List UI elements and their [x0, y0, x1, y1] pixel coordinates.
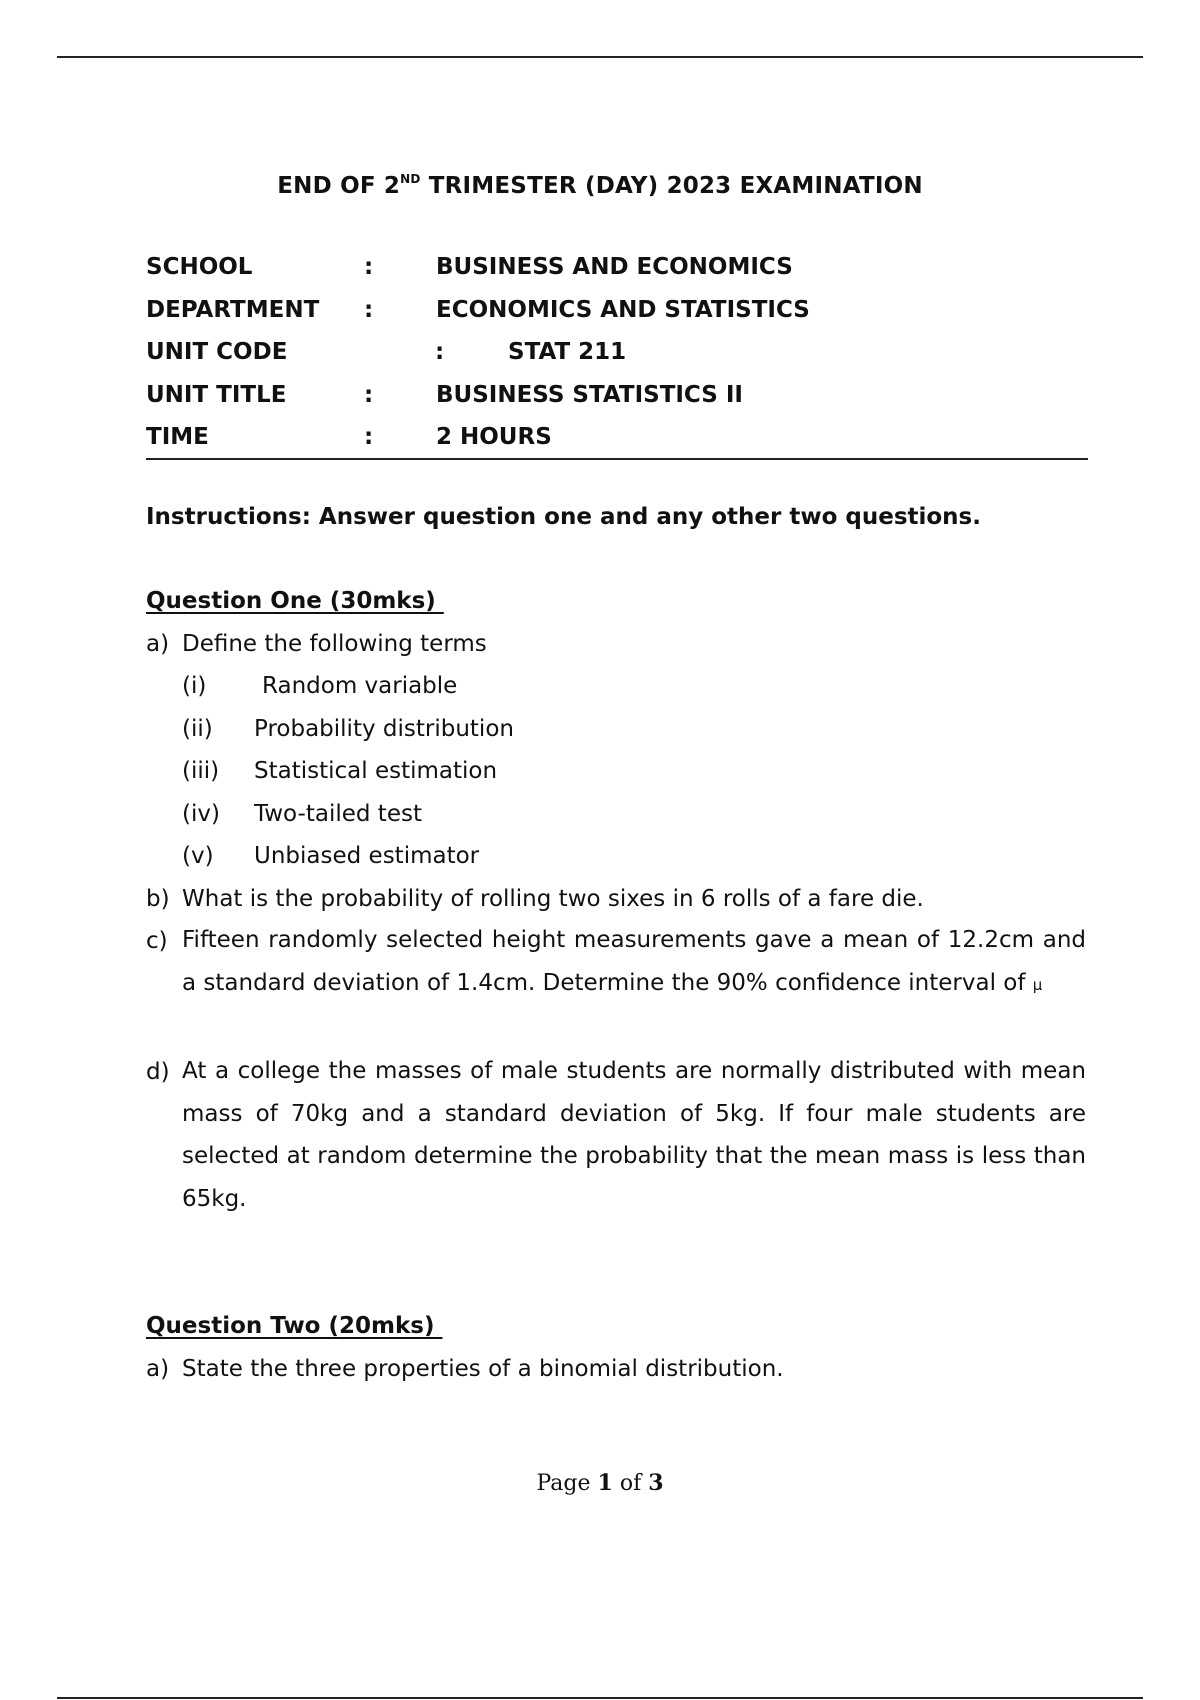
q1c-text: Fifteen randomly selected height measurements gave a mean of 12.2cm and a standard deviation of 1.4cm. Determine the 90% confidence interval of μ [182, 927, 1086, 996]
info-key: DEPARTMENT [146, 296, 320, 323]
info-colon: : [364, 296, 374, 323]
info-row-time [146, 424, 1088, 467]
info-divider [146, 458, 1088, 460]
info-colon: : [364, 254, 374, 280]
q1b-label: b) [146, 886, 170, 912]
exam-title: END OF 2ND TRIMESTER (DAY) 2023 EXAMINATION [277, 172, 923, 199]
term-number: (v) [182, 843, 214, 869]
term-number: (iii) [182, 758, 220, 784]
info-colon: : [364, 381, 374, 408]
info-row-department [146, 297, 1088, 340]
info-value: ECONOMICS AND STATISTICS [436, 296, 810, 323]
term-number: (ii) [182, 716, 213, 742]
q1a-label: a) [146, 631, 170, 657]
q1c-label: c) [146, 928, 168, 954]
question-two-heading: Question Two (20mks) [146, 1313, 443, 1339]
term-unbiased-estimator: Unbiased estimator [254, 843, 480, 869]
term-two-tailed-test: Two-tailed test [254, 801, 422, 827]
info-row-unit-title [146, 382, 1088, 425]
info-row-school [146, 254, 1088, 297]
info-key: UNIT TITLE [146, 381, 287, 408]
q2a-text: State the three properties of a binomial distribution. [182, 1356, 784, 1382]
info-colon: : [364, 424, 374, 450]
term-statistical-estimation: Statistical estimation [254, 758, 498, 784]
mu-symbol: μ [1032, 975, 1043, 994]
info-colon: : [435, 339, 445, 365]
info-value: BUSINESS STATISTICS II [436, 381, 743, 408]
info-key: UNIT CODE [146, 339, 288, 365]
info-key: SCHOOL [146, 254, 253, 280]
exam-info-table [146, 254, 1088, 467]
info-value: STAT 211 [508, 339, 627, 365]
q1d-label: d) [146, 1059, 170, 1085]
q2a-label: a) [146, 1356, 170, 1382]
instructions: Instructions: Answer question one and any other two questions. [146, 504, 981, 530]
question-one-heading: Question One (30mks) [146, 588, 444, 614]
info-value: 2 HOURS [436, 424, 552, 450]
bottom-rule [57, 1697, 1143, 1699]
term-probability-distribution: Probability distribution [254, 716, 514, 742]
term-number: (iv) [182, 801, 220, 827]
q1b-text: What is the probability of rolling two sixes in 6 rolls of a fare die. [182, 886, 924, 912]
ordinal-superscript: ND [400, 172, 421, 186]
q1d-text: At a college the masses of male students are normally distributed with mean mass of 70kg and a standard deviation of 5kg. If four male students are selected at random determine the probability that the mean mass is less than 65kg. [182, 1058, 1086, 1212]
info-value: BUSINESS AND ECONOMICS [436, 254, 793, 280]
term-number: (i) [182, 673, 207, 699]
page-footer: Page 1 of 3 [536, 1470, 664, 1496]
top-rule [57, 56, 1143, 58]
term-random-variable: Random variable [262, 673, 458, 699]
q1a-text: Define the following terms [182, 631, 487, 657]
info-row-unit-code [146, 339, 1088, 382]
info-key: TIME [146, 424, 209, 450]
